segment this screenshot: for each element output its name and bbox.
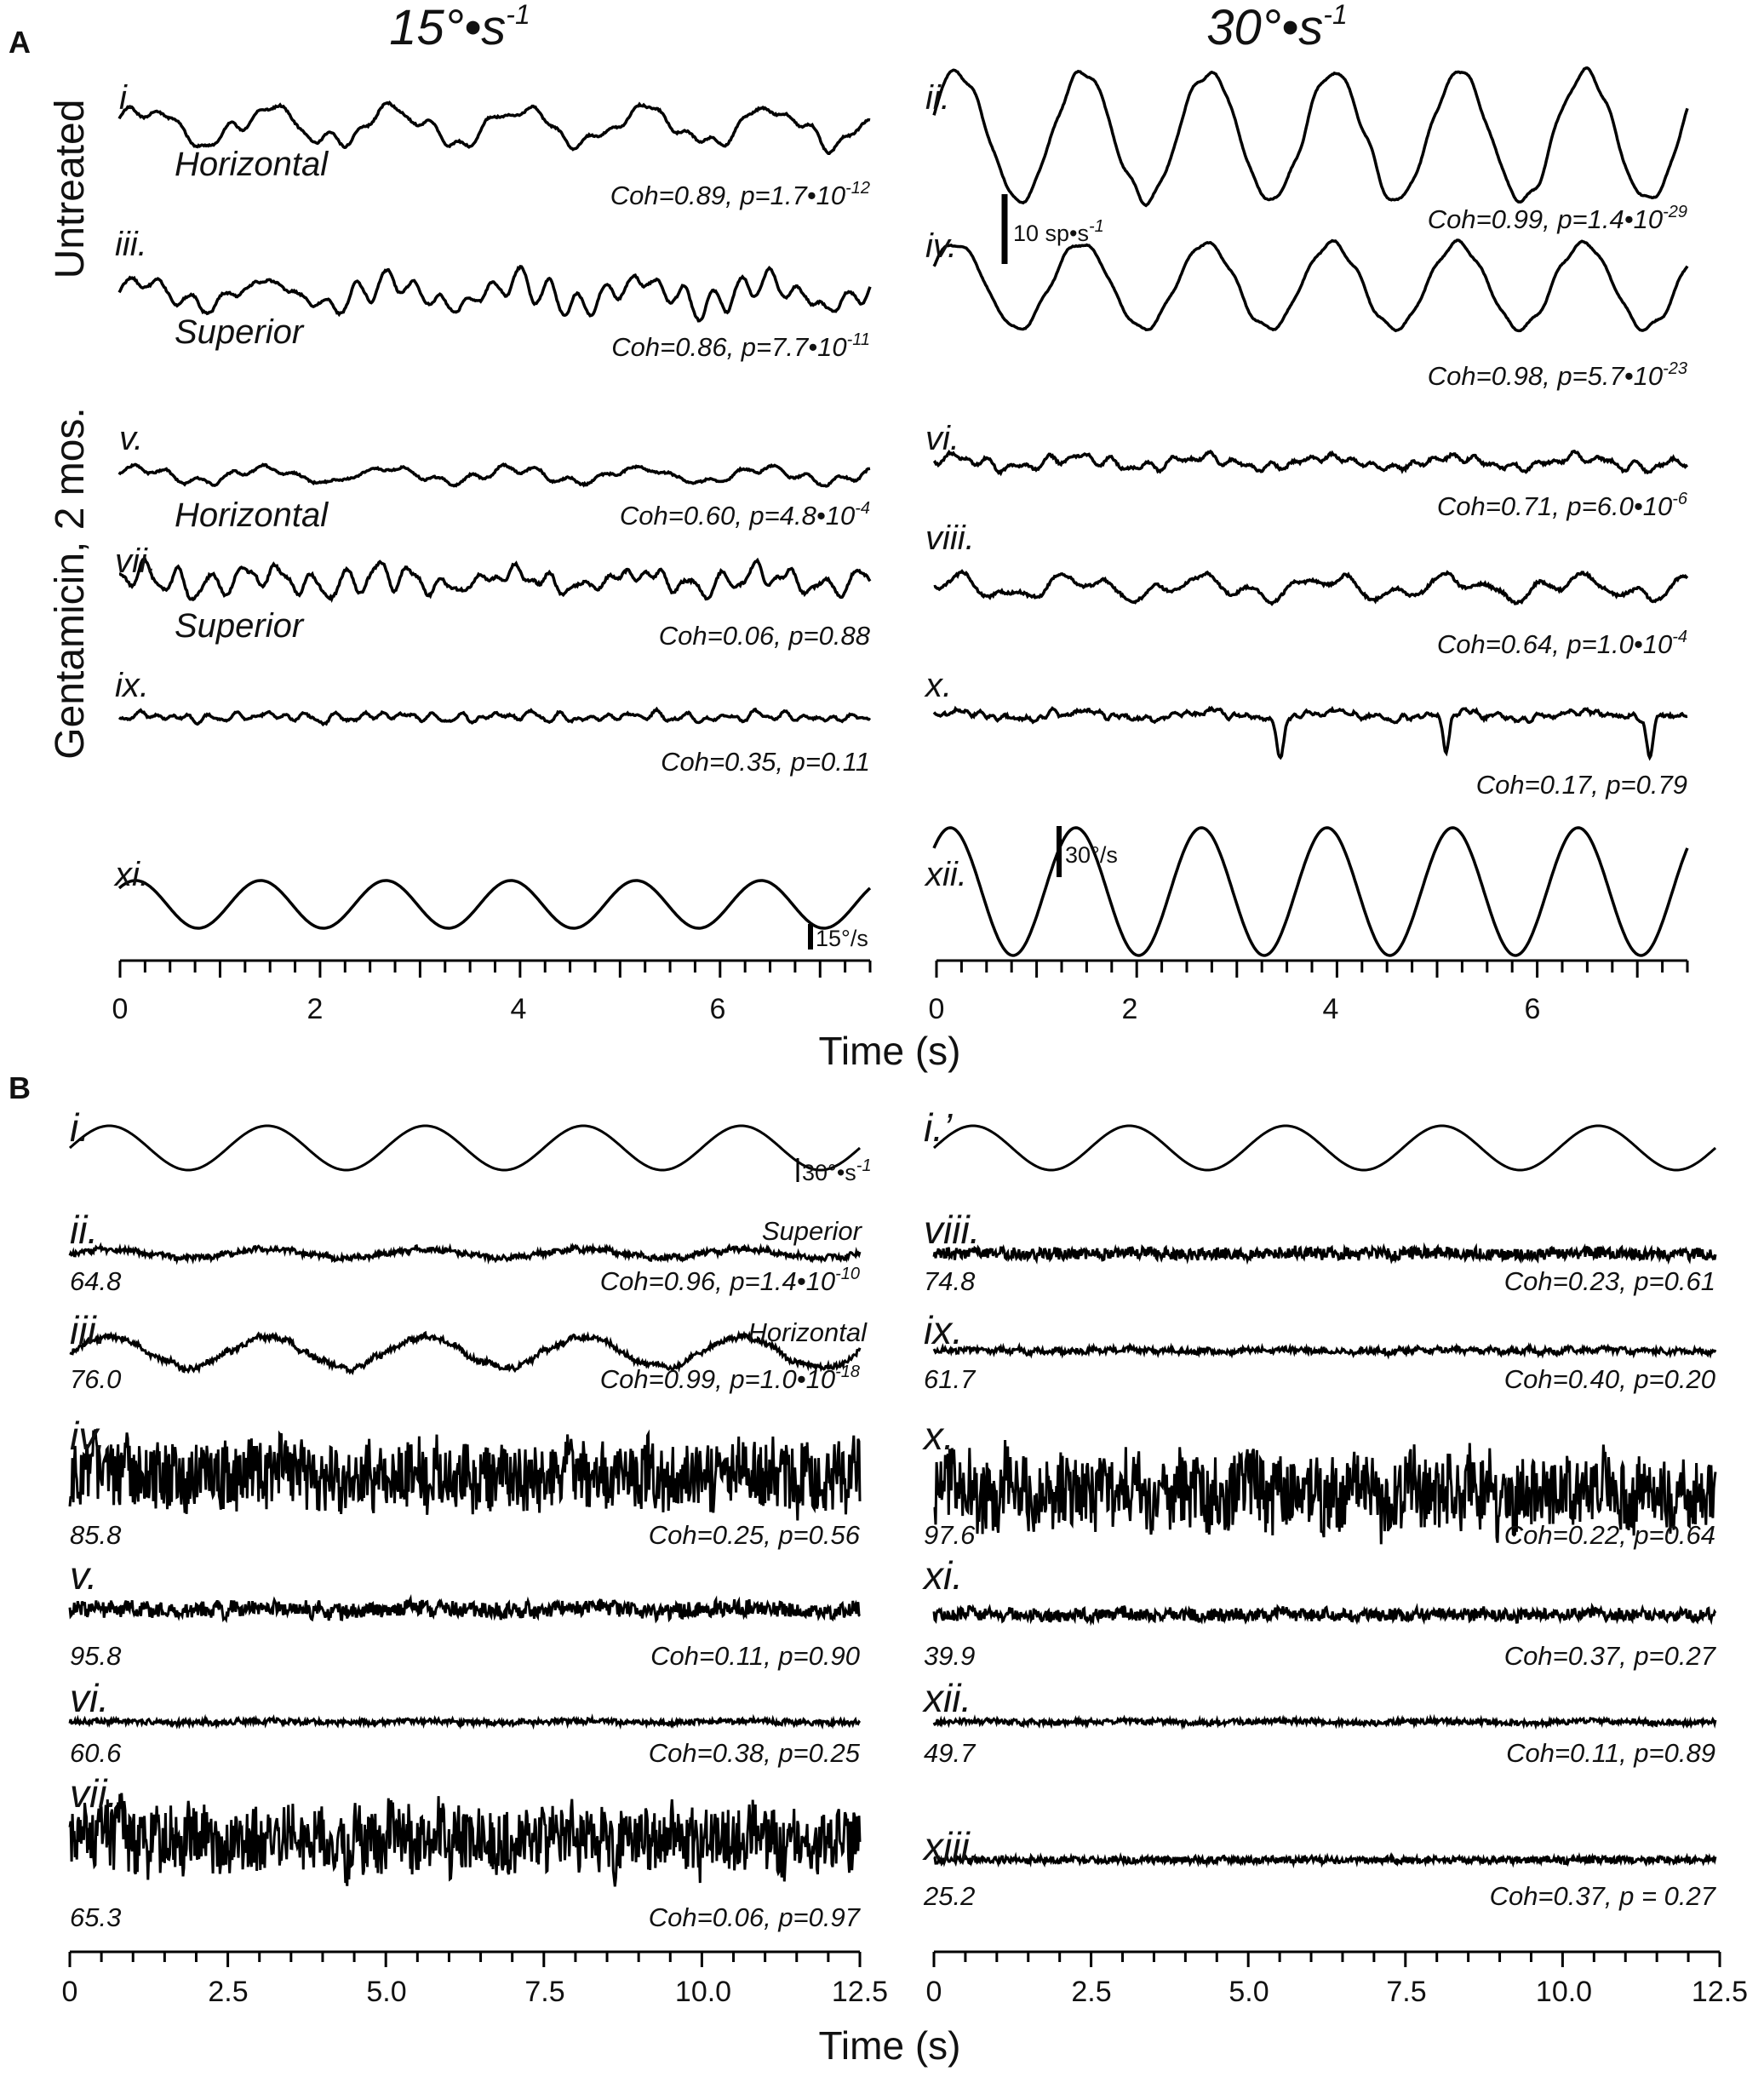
trace-a-ix	[119, 709, 870, 725]
axis-a-title: Time (s)	[818, 1029, 961, 1073]
tick-a-left-4: 4	[510, 993, 527, 1025]
header-15-base: 15°•s	[389, 0, 507, 55]
unit-label-b-horizontal: Horizontal	[747, 1317, 867, 1347]
label-b-xii: xii.	[924, 1676, 972, 1720]
label-a-ii: ii.	[925, 79, 950, 117]
stat-b-iii	[600, 1363, 860, 1394]
rate-b-iv: 85.8	[70, 1520, 122, 1550]
stat-a-ii-pre: Coh=0.99, p=1.4•10	[1427, 204, 1664, 234]
trace-b-ix	[934, 1345, 1715, 1356]
scale-label-15: 15°/s	[816, 926, 868, 951]
stat-a-iv-exp: -23	[1663, 359, 1687, 378]
trace-a-iv	[934, 240, 1687, 330]
trace-b-xi	[934, 1606, 1715, 1623]
label-b-xi: xi.	[924, 1553, 963, 1598]
rate-b-v: 95.8	[70, 1641, 122, 1671]
stat-a-iv	[1428, 359, 1687, 391]
label-a-x: x.	[925, 667, 953, 704]
rate-b-ix: 61.7	[924, 1364, 976, 1394]
rate-b-ii: 64.8	[70, 1266, 122, 1296]
trace-a-vii	[119, 559, 870, 600]
stat-b-xii: Coh=0.11, p=0.89	[1506, 1738, 1715, 1768]
label-b-ix: ix.	[924, 1308, 963, 1352]
rate-b-xi: 39.9	[924, 1641, 976, 1671]
stat-b-x: Coh=0.22, p=0.64	[1503, 1520, 1715, 1550]
trace-a-xi-stimulus	[119, 881, 870, 928]
stat-b-iii-pre: Coh=0.99, p=1.0•10	[599, 1364, 836, 1394]
trace-b-i-stimulus	[70, 1126, 860, 1170]
side-label-gentamicin: Gentamicin, 2 mos.	[48, 407, 93, 760]
stat-a-viii-pre: Coh=0.64, p=1.0•10	[1436, 629, 1673, 659]
label-a-iii: iii.	[115, 226, 147, 263]
stat-b-xiii: Coh=0.37, p = 0.27	[1489, 1881, 1715, 1911]
rate-b-iii: 76.0	[70, 1364, 122, 1394]
stat-a-ix: Coh=0.35, p=0.11	[661, 747, 870, 777]
stat-a-viii	[1437, 628, 1687, 659]
tick-b-left-10: 10.0	[674, 1976, 732, 2008]
rate-b-viii: 74.8	[924, 1266, 976, 1296]
label-b-vii: vii.	[70, 1771, 118, 1816]
tick-a-right-4: 4	[1322, 993, 1339, 1025]
rate-b-vi: 60.6	[70, 1738, 122, 1768]
tick-a-left-0: 0	[112, 993, 129, 1025]
stat-a-iii	[611, 330, 870, 362]
scale-label-rate-pre: 10 sp•s	[1013, 221, 1090, 246]
label-b-viii: viii.	[924, 1208, 981, 1252]
scale-label-b	[802, 1156, 872, 1185]
trace-b-v	[70, 1599, 860, 1621]
trace-a-xii-stimulus	[934, 828, 1687, 955]
stat-a-ii-exp: -29	[1663, 203, 1687, 221]
trace-b-ii	[70, 1246, 860, 1261]
trace-b-iv	[70, 1429, 860, 1520]
label-a-vii: vii.	[115, 542, 157, 580]
tick-b-left-12-5: 12.5	[831, 1976, 889, 2008]
tick-b-right-2-5: 2.5	[1071, 1976, 1112, 2008]
trace-a-vi	[934, 451, 1687, 473]
stat-a-x: Coh=0.17, p=0.79	[1475, 770, 1687, 800]
unit-label-b-superior: Superior	[761, 1216, 862, 1246]
tick-b-right-7-5: 7.5	[1386, 1976, 1427, 2008]
rate-b-vii: 65.3	[70, 1902, 122, 1932]
stat-a-i-exp: -12	[845, 179, 870, 198]
label-b-ii: ii.	[70, 1208, 99, 1252]
tick-b-left-0: 0	[61, 1976, 78, 2008]
tick-a-right-0: 0	[928, 993, 945, 1025]
tick-a-right-2: 2	[1121, 993, 1138, 1025]
stat-b-iv: Coh=0.25, p=0.56	[648, 1520, 860, 1550]
scale-label-b-pre: 30°•s	[802, 1160, 856, 1185]
label-a-ix: ix.	[115, 667, 149, 704]
unit-label-horizontal-2: Horizontal	[175, 496, 329, 534]
trace-a-x	[934, 709, 1687, 758]
unit-label-superior-1: Superior	[175, 313, 304, 351]
stat-a-iii-pre: Coh=0.86, p=7.7•10	[611, 332, 847, 362]
tick-a-left-6: 6	[709, 993, 726, 1025]
label-b-iii: iii.	[70, 1308, 107, 1352]
header-15	[389, 0, 530, 55]
trace-a-v	[119, 464, 870, 486]
tick-b-right-0: 0	[925, 1976, 942, 2008]
trace-b-i-prime-stimulus	[934, 1126, 1715, 1170]
stat-b-xi: Coh=0.37, p=0.27	[1503, 1641, 1715, 1671]
stat-a-iv-pre: Coh=0.98, p=5.7•10	[1427, 361, 1664, 391]
label-b-v: v.	[70, 1553, 98, 1598]
stat-a-vii: Coh=0.06, p=0.88	[658, 621, 870, 651]
panel-a-axes	[120, 961, 1687, 978]
trace-b-xiii	[934, 1856, 1715, 1864]
stat-a-i-pre: Coh=0.89, p=1.7•10	[610, 181, 846, 210]
scale-label-b-exp: -1	[856, 1156, 872, 1175]
tick-b-right-10: 10.0	[1535, 1976, 1593, 2008]
stat-a-v-pre: Coh=0.60, p=4.8•10	[619, 501, 856, 531]
panel-b-traces	[70, 1126, 1715, 1886]
stat-a-vi	[1437, 490, 1688, 521]
stat-b-iii-exp: -18	[835, 1363, 860, 1381]
tick-b-right-12-5: 12.5	[1691, 1976, 1749, 2008]
trace-a-ii	[934, 68, 1687, 206]
label-a-xi: xi.	[115, 856, 149, 893]
stat-a-viii-exp: -4	[1672, 628, 1687, 646]
unit-label-superior-2: Superior	[175, 607, 304, 645]
stat-b-vii: Coh=0.06, p=0.97	[648, 1902, 860, 1932]
stat-b-ii	[600, 1265, 860, 1296]
label-a-viii: viii.	[925, 519, 975, 557]
panel-b-axes	[70, 1952, 1720, 1967]
header-30-base: 30°•s	[1206, 0, 1324, 55]
label-b-i: i.	[70, 1105, 89, 1150]
label-b-xiii: xiii.	[924, 1824, 981, 1868]
label-a-i: i.	[119, 79, 136, 117]
rate-b-xiii: 25.2	[924, 1881, 976, 1911]
trace-b-vii	[70, 1793, 860, 1887]
label-b-i-prime: i.’	[924, 1105, 953, 1150]
trace-a-viii	[934, 571, 1687, 604]
label-b-iv: iv.	[70, 1414, 106, 1458]
stat-b-ix: Coh=0.40, p=0.20	[1503, 1364, 1715, 1394]
panel-b-letter: B	[9, 1070, 31, 1105]
side-label-untreated: Untreated	[48, 99, 93, 279]
stat-a-ii	[1428, 203, 1687, 234]
tick-a-right-6: 6	[1524, 993, 1541, 1025]
scale-label-rate	[1013, 217, 1104, 246]
rate-b-xii: 49.7	[924, 1738, 976, 1768]
tick-b-right-5: 5.0	[1228, 1976, 1269, 2008]
tick-b-left-7-5: 7.5	[524, 1976, 565, 2008]
label-b-x: x.	[924, 1414, 954, 1458]
scale-label-30: 30°/s	[1065, 842, 1118, 868]
rate-b-x: 97.6	[924, 1520, 976, 1550]
unit-label-horizontal-1: Horizontal	[175, 146, 329, 183]
label-a-xii: xii.	[925, 856, 967, 893]
panel-a-letter: A	[9, 25, 31, 60]
stat-b-v: Coh=0.11, p=0.90	[650, 1641, 860, 1671]
label-b-vi: vi.	[70, 1676, 109, 1720]
label-a-vi: vi.	[925, 420, 959, 457]
stat-a-i	[610, 179, 870, 210]
tick-b-left-2-5: 2.5	[208, 1976, 249, 2008]
stat-b-viii: Coh=0.23, p=0.61	[1503, 1266, 1715, 1296]
stat-a-v-exp: -4	[855, 499, 870, 518]
stat-a-iii-exp: -11	[846, 330, 870, 349]
tick-b-left-5: 5.0	[366, 1976, 407, 2008]
header-30-exp: -1	[1323, 0, 1348, 30]
stat-a-vi-pre: Coh=0.71, p=6.0•10	[1436, 491, 1673, 521]
axis-b-title: Time (s)	[818, 2023, 961, 2068]
label-a-v: v.	[119, 420, 144, 457]
stat-b-ii-exp: -10	[835, 1265, 860, 1283]
stat-b-vi: Coh=0.38, p=0.25	[648, 1738, 860, 1768]
stat-a-vi-exp: -6	[1672, 490, 1687, 508]
trace-b-viii	[934, 1246, 1715, 1261]
label-a-iv: iv.	[925, 227, 958, 265]
tick-a-left-2: 2	[306, 993, 324, 1025]
stat-a-v	[620, 499, 870, 531]
scale-label-rate-exp: -1	[1089, 217, 1104, 236]
header-15-exp: -1	[506, 0, 530, 30]
trace-b-xii	[934, 1718, 1715, 1726]
trace-b-vi	[70, 1718, 860, 1726]
stat-b-ii-pre: Coh=0.96, p=1.4•10	[599, 1266, 836, 1296]
header-30	[1206, 0, 1347, 55]
